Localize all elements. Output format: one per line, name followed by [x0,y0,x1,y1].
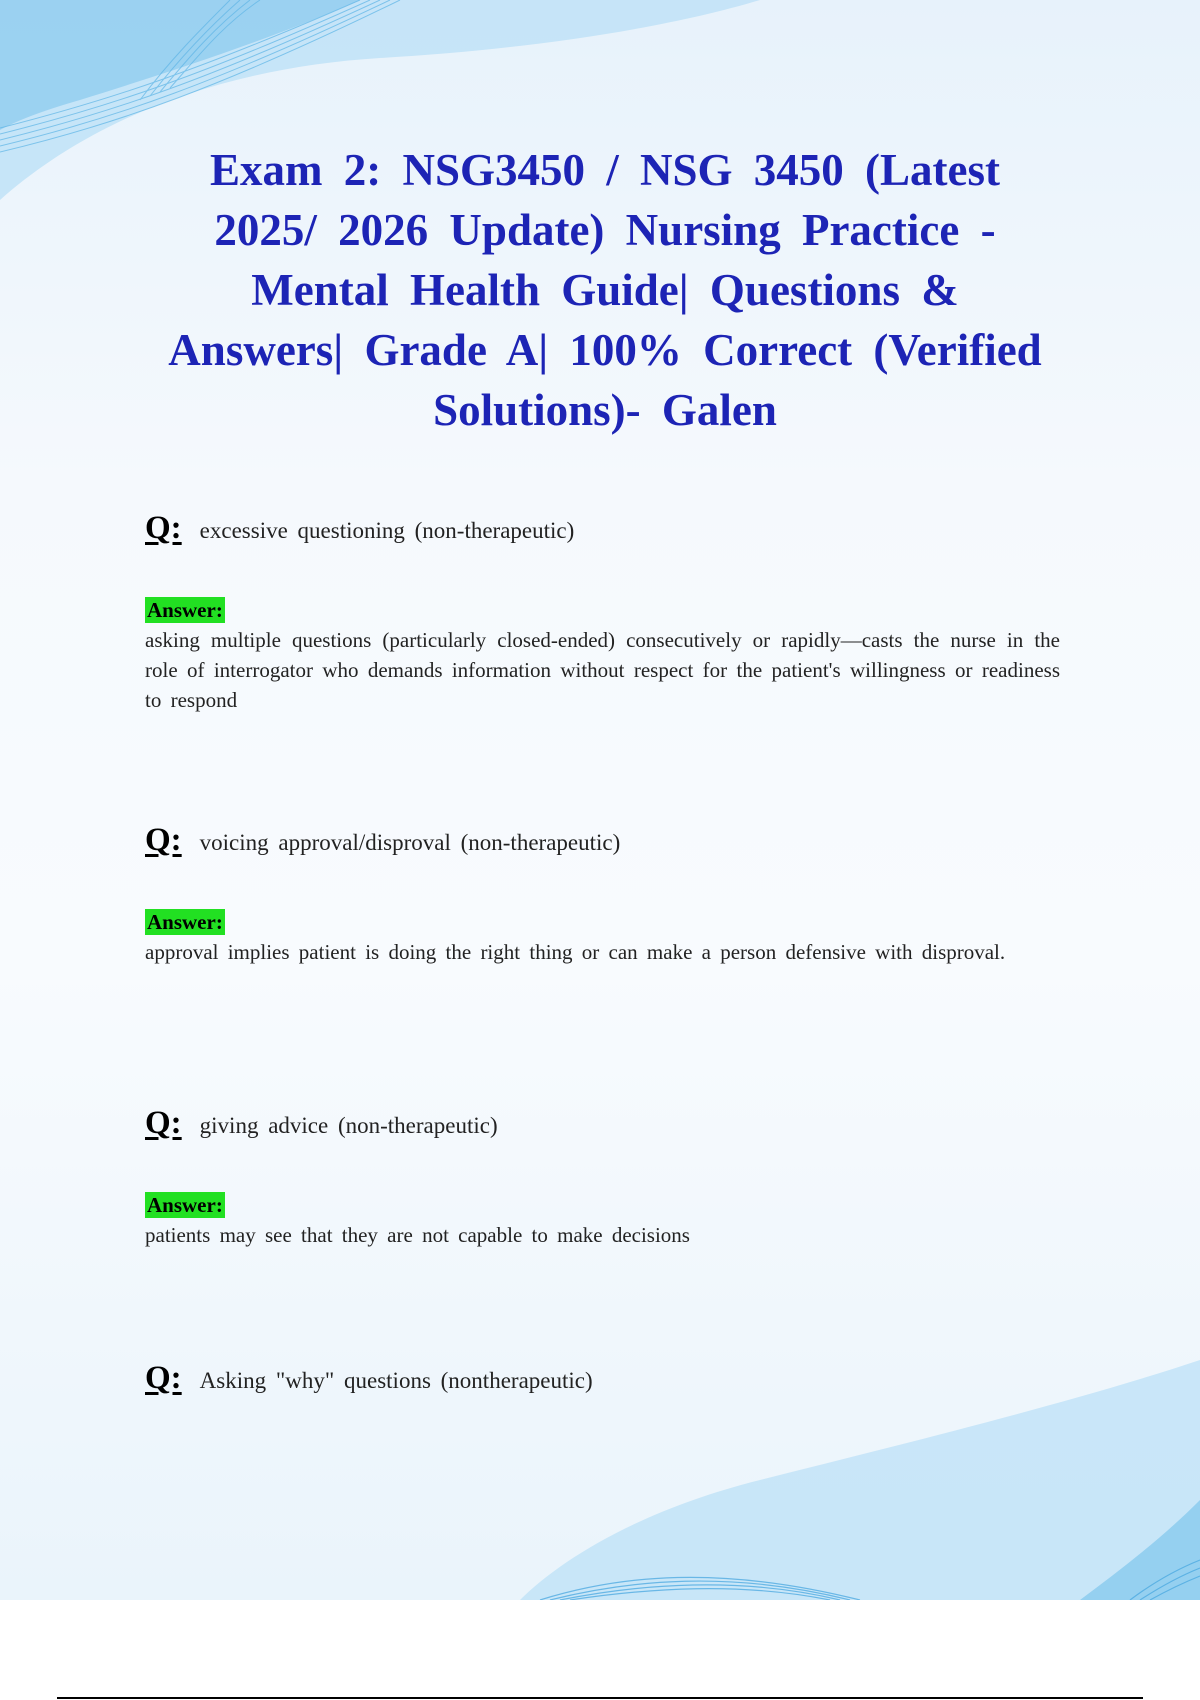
question-text: giving advice (non-therapeutic) [199,1113,498,1138]
qa-item [145,1360,1060,1397]
qa-item [145,510,1060,715]
question-line [145,822,1060,859]
footer-rule [57,1697,1143,1699]
question-line [145,1360,1060,1397]
answer-text: asking multiple questions (particularly closed-ended) consecutively or rapidly—casts the nurse in the role of interrogator who demands information without respect for the patient's willingness or readiness to respond [145,628,1060,712]
answer-label: Answer: [147,598,223,622]
answer-text: approval implies patient is doing the right thing or can make a person defensive with disproval. [145,940,1006,964]
question-text: excessive questioning (non-therapeutic) [199,518,575,543]
question-label: Q: [145,1360,182,1396]
document-title: Exam 2: NSG3450 / NSG 3450 (Latest 2025/ 2026 Update) Nursing Practice - Mental Health Guide| Questions & Answers| Grade A| 100% Correct (Verified Solutions)- Galen [168,145,1042,435]
answer-label: Answer: [147,1193,223,1217]
question-text: voicing approval/disproval (non-therapeutic) [199,830,621,855]
question-line [145,510,1060,547]
qa-item [145,1105,1060,1250]
answer-text: patients may see that they are not capable to make decisions [145,1223,690,1247]
question-label: Q: [145,822,182,858]
question-text: Asking "why" questions (nontherapeutic) [199,1368,593,1393]
question-label: Q: [145,510,182,546]
question-line [145,1105,1060,1142]
qa-item [145,822,1060,967]
question-label: Q: [145,1105,182,1141]
answer-label: Answer: [147,910,223,934]
